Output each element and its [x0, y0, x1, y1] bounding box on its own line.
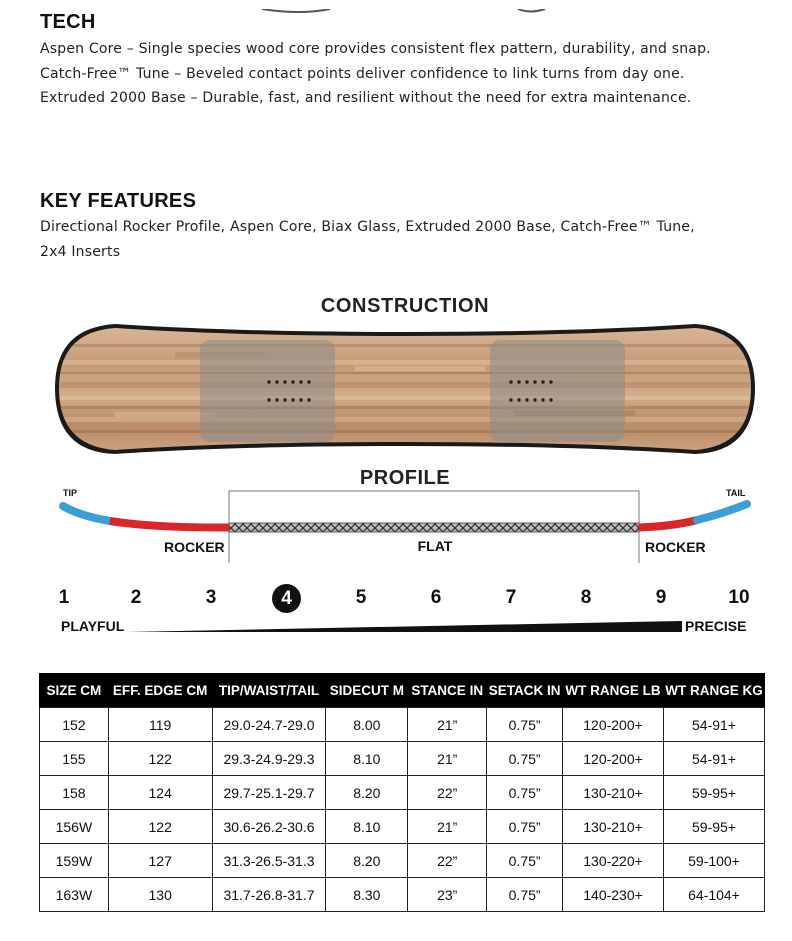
table-cell: 130-210+ [563, 776, 664, 810]
flex-scale-number-8: 8 [580, 587, 592, 608]
specs-header-size-cm: SIZE CM [40, 673, 109, 708]
table-row [40, 708, 765, 742]
profile-heading: PROFILE [359, 467, 451, 489]
construction-heading: CONSTRUCTION [320, 295, 490, 317]
table-row [40, 742, 765, 776]
top-cropped-graphic [0, 0, 792, 6]
flex-scale-wedge [126, 618, 682, 632]
table-cell: 0.75” [487, 844, 563, 878]
table-cell: 158 [40, 776, 109, 810]
table-cell: 21” [408, 810, 487, 844]
tech-line-extruded-base: Extruded 2000 Base – Durable, fast, and resilient without the need for extra maintenance. [40, 90, 692, 106]
table-cell: 21” [408, 742, 487, 776]
flex-scale-max-label: PRECISE [685, 618, 747, 634]
tech-line-catch-free: Catch-Free™ Tune – Beveled contact points deliver confidence to link turns from day one. [40, 66, 685, 82]
specs-header-row [40, 673, 765, 708]
table-cell: 120-200+ [563, 708, 664, 742]
table-cell: 8.30 [326, 878, 408, 912]
table-cell: 8.10 [326, 810, 408, 844]
table-cell: 127 [108, 844, 212, 878]
key-features-line-2: 2x4 Inserts [40, 244, 121, 260]
table-cell: 59-95+ [663, 810, 764, 844]
table-cell: 8.20 [326, 844, 408, 878]
table-cell: 155 [40, 742, 109, 776]
table-cell: 59-100+ [663, 844, 764, 878]
table-cell: 0.75” [487, 878, 563, 912]
table-cell: 159W [40, 844, 109, 878]
table-row [40, 776, 765, 810]
specs-header-wt-range-kg: WT RANGE KG [663, 673, 764, 708]
specs-table [39, 673, 765, 912]
table-cell: 54-91+ [663, 742, 764, 776]
flex-scale-number-5: 5 [355, 587, 367, 608]
table-cell: 30.6-26.2-30.6 [212, 810, 326, 844]
table-cell: 29.3-24.9-29.3 [212, 742, 326, 776]
flex-scale-number-2: 2 [130, 587, 142, 608]
snowboard-top-view-image [55, 322, 755, 458]
specs-header-sidecut-m: SIDECUT M [326, 673, 408, 708]
flex-scale-number-10: 10 [728, 587, 750, 608]
profile-rocker-left-label: ROCKER [164, 539, 225, 555]
table-cell: 8.20 [326, 776, 408, 810]
specs-header-setack-in: SETACK IN [487, 673, 563, 708]
specs-header-tip-waist-tail: TIP/WAIST/TAIL [212, 673, 326, 708]
table-cell: 119 [108, 708, 212, 742]
table-cell: 31.3-26.5-31.3 [212, 844, 326, 878]
tech-line-aspen-core: Aspen Core – Single species wood core provides consistent flex pattern, durability, and snap. [40, 41, 711, 57]
table-cell: 22” [408, 776, 487, 810]
table-cell: 130 [108, 878, 212, 912]
flex-scale-min-label: PLAYFUL [61, 618, 125, 634]
profile-flat-label: FLAT [417, 538, 453, 554]
table-cell: 23” [408, 878, 487, 912]
table-cell: 124 [108, 776, 212, 810]
flex-scale-number-1: 1 [58, 587, 70, 608]
table-cell: 22” [408, 844, 487, 878]
key-features-heading: KEY FEATURES [40, 190, 197, 212]
table-row [40, 878, 765, 912]
table-cell: 152 [40, 708, 109, 742]
table-cell: 31.7-26.8-31.7 [212, 878, 326, 912]
key-features-line-1: Directional Rocker Profile, Aspen Core, Biax Glass, Extruded 2000 Base, Catch-Free™ Tune, [40, 219, 695, 235]
specs-header-eff-edge-cm: EFF. EDGE CM [108, 673, 212, 708]
table-cell: 8.10 [326, 742, 408, 776]
specs-header-wt-range-lb: WT RANGE LB [563, 673, 664, 708]
profile-diagram [55, 488, 755, 568]
table-cell: 29.7-25.1-29.7 [212, 776, 326, 810]
table-cell: 0.75” [487, 776, 563, 810]
table-cell: 64-104+ [663, 878, 764, 912]
table-cell: 0.75” [487, 810, 563, 844]
table-cell: 163W [40, 878, 109, 912]
flex-scale-number-6: 6 [430, 587, 442, 608]
profile-tail-label: TAIL [726, 488, 746, 498]
profile-tip-label: TIP [63, 488, 78, 498]
table-cell: 54-91+ [663, 708, 764, 742]
flex-scale-number-9: 9 [655, 587, 667, 608]
table-cell: 130-210+ [563, 810, 664, 844]
table-cell: 29.0-24.7-29.0 [212, 708, 326, 742]
table-cell: 59-95+ [663, 776, 764, 810]
table-cell: 156W [40, 810, 109, 844]
table-cell: 122 [108, 742, 212, 776]
table-row [40, 844, 765, 878]
table-cell: 8.00 [326, 708, 408, 742]
table-row [40, 810, 765, 844]
table-cell: 120-200+ [563, 742, 664, 776]
flex-scale-number-3: 3 [205, 587, 217, 608]
table-cell: 0.75” [487, 742, 563, 776]
table-cell: 0.75” [487, 708, 563, 742]
table-cell: 130-220+ [563, 844, 664, 878]
tech-heading: TECH [40, 11, 96, 33]
table-cell: 140-230+ [563, 878, 664, 912]
table-cell: 21” [408, 708, 487, 742]
table-cell: 122 [108, 810, 212, 844]
specs-header-stance-in: STANCE IN [408, 673, 487, 708]
flex-scale-selected-rating: 4 [272, 584, 301, 613]
flex-scale-number-7: 7 [505, 587, 517, 608]
profile-rocker-right-label: ROCKER [645, 539, 706, 555]
